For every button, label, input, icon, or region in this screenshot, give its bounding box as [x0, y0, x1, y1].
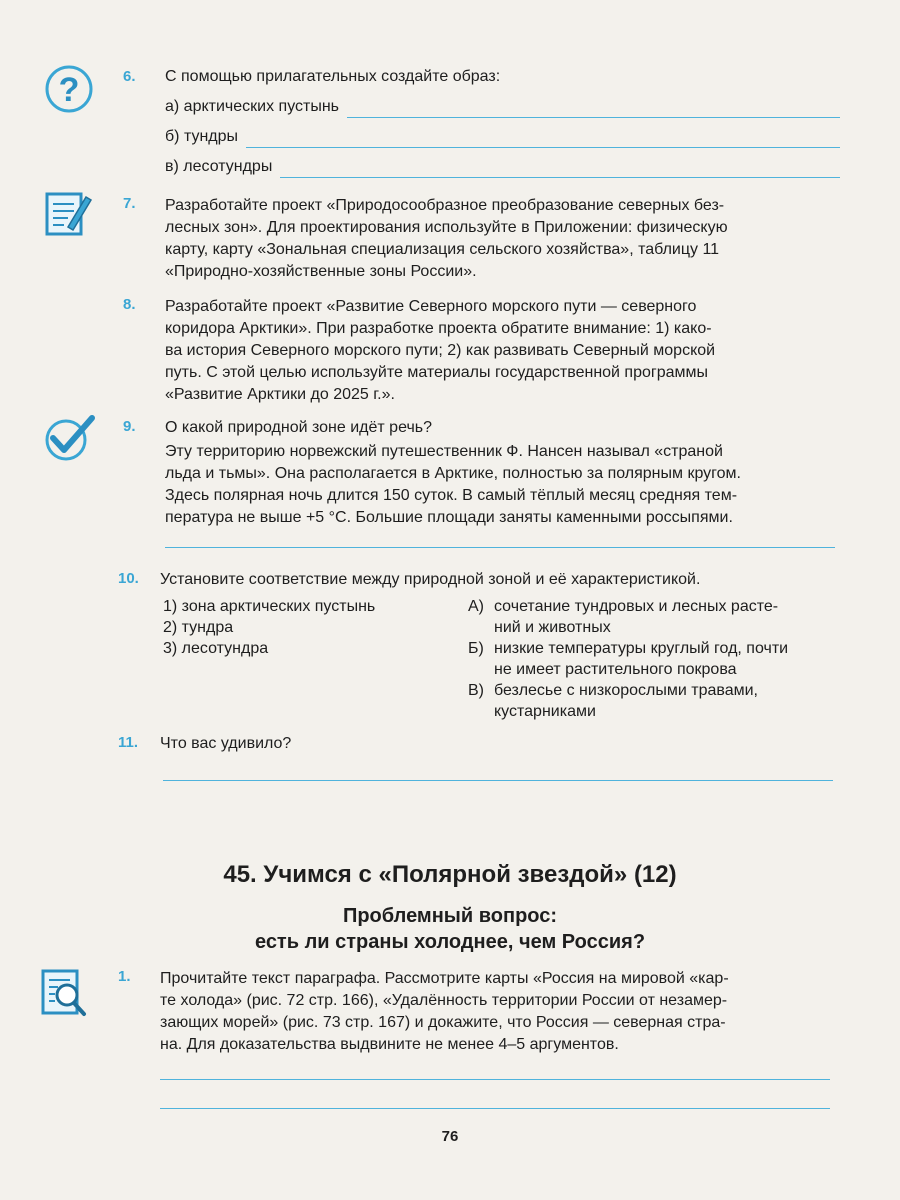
zone-item: 2) тундра	[163, 619, 234, 636]
text-line: «Развитие Арктики до 2025 г.».	[165, 386, 395, 403]
text-line: Прочитайте текст параграфа. Рассмотрите карты «Россия на мировой «кар-	[160, 970, 729, 987]
text-line: карту, карту «Зональная специализация сельского хозяйства», таблицу 11	[165, 241, 720, 258]
text-line: низкие температуры круглый год, почти	[494, 640, 789, 657]
answer-line[interactable]	[246, 133, 840, 148]
zone-item: 3) лесотундра	[163, 640, 269, 657]
text-line: кустарниками	[494, 703, 596, 720]
text-line: Разработайте проект «Развитие Северного морского пути — северного	[165, 298, 697, 315]
text-line: сочетание тундровых и лесных расте-	[494, 598, 779, 615]
task-11-number: 11.	[118, 734, 139, 751]
zone-item: 1) зона арктических пустынь	[163, 598, 376, 615]
answer-line[interactable]	[280, 163, 840, 178]
task-6-number: 6.	[123, 68, 136, 85]
task-10-number: 10.	[118, 570, 139, 587]
task-6-prompt: С помощью прилагательных создайте образ:	[165, 68, 501, 85]
text-line: ва история Северного морского пути; 2) как развивать Северный морской	[165, 342, 716, 359]
characteristic-a	[468, 596, 840, 638]
characteristic-label: А)	[468, 598, 484, 615]
task-9-text	[165, 441, 841, 529]
task-6-item-a: а) арктических пустынь	[165, 98, 340, 115]
text-line: коридора Арктики». При разработке проекта обратите внимание: 1) како-	[165, 320, 712, 337]
section-subtitle-2: есть ли страны холоднее, чем Россия?	[254, 931, 646, 953]
task-7-number: 7.	[123, 195, 136, 212]
task-11-answer-line[interactable]	[163, 780, 833, 781]
text-line: Разработайте проект «Природосообразное преобразование северных без-	[165, 197, 725, 214]
page-number: 76	[441, 1128, 459, 1145]
task-6-item-b: б) тундры	[165, 128, 239, 145]
task-8-number: 8.	[123, 296, 136, 313]
task-8-text	[165, 296, 841, 406]
text-line: те холода» (рис. 72 стр. 166), «Удалённость территории России от незамер-	[160, 992, 728, 1009]
task-11-prompt: Что вас удивило?	[160, 735, 292, 752]
magnifier-icon	[40, 968, 88, 1023]
task-9-number: 9.	[123, 418, 136, 435]
characteristic-b	[468, 638, 840, 680]
characteristic-c	[468, 680, 840, 722]
notepad-pencil-icon	[44, 191, 94, 242]
characteristic-label: Б)	[468, 640, 484, 657]
section-subtitle-1: Проблемный вопрос:	[342, 905, 558, 927]
task-9-question: О какой природной зоне идёт речь?	[165, 419, 433, 436]
question-icon	[44, 64, 94, 119]
text-line: льда и тьмы». Она располагается в Арктике, полностью за полярным кругом.	[165, 465, 741, 482]
text-line: не имеет растительного покрова	[494, 661, 737, 678]
task-10-zones	[163, 596, 463, 659]
text-line: «Природно-хозяйственные зоны России».	[165, 263, 477, 280]
task-7-text	[165, 195, 841, 283]
text-line: зающих морей» (рис. 73 стр. 167) и докажите, что Россия — северная стра-	[160, 1014, 726, 1031]
checkmark-icon	[44, 412, 96, 467]
task-1-number: 1.	[118, 968, 131, 985]
task-10-characteristics	[468, 596, 840, 722]
task-1-answer-line-2[interactable]	[160, 1108, 830, 1109]
text-line: Эту территорию норвежский путешественник Ф. Нансен называл «страной	[165, 443, 723, 460]
task-6-item-c: в) лесотундры	[165, 158, 273, 175]
text-line: Здесь полярная ночь длится 150 суток. В самый тёплый месяц средняя тем-	[165, 487, 738, 504]
task-6-answer-c[interactable]	[165, 156, 840, 178]
svg-text:?: ?	[58, 71, 80, 109]
text-line: лесных зон». Для проектирования используйте в Приложении: физическую	[165, 219, 728, 236]
task-9-answer-line[interactable]	[165, 547, 835, 548]
task-10-prompt: Установите соответствие между природной зоной и её характеристикой.	[160, 571, 701, 588]
text-line: пература не выше +5 °С. Большие площади заняты каменными россыпями.	[165, 509, 733, 526]
answer-line[interactable]	[347, 103, 840, 118]
text-line: ний и животных	[494, 619, 611, 636]
task-1-text	[160, 968, 836, 1056]
section-title: 45. Учимся с «Полярной звездой» (12)	[223, 861, 677, 888]
text-line: безлесье с низкорослыми травами,	[494, 682, 758, 699]
text-line: на. Для доказательства выдвините не менее 4–5 аргументов.	[160, 1036, 619, 1053]
characteristic-label: В)	[468, 682, 484, 699]
task-6-answer-b[interactable]	[165, 126, 840, 148]
task-1-answer-line-1[interactable]	[160, 1079, 830, 1080]
text-line: путь. С этой целью используйте материалы государственной программы	[165, 364, 709, 381]
task-6-answer-a[interactable]	[165, 96, 840, 118]
